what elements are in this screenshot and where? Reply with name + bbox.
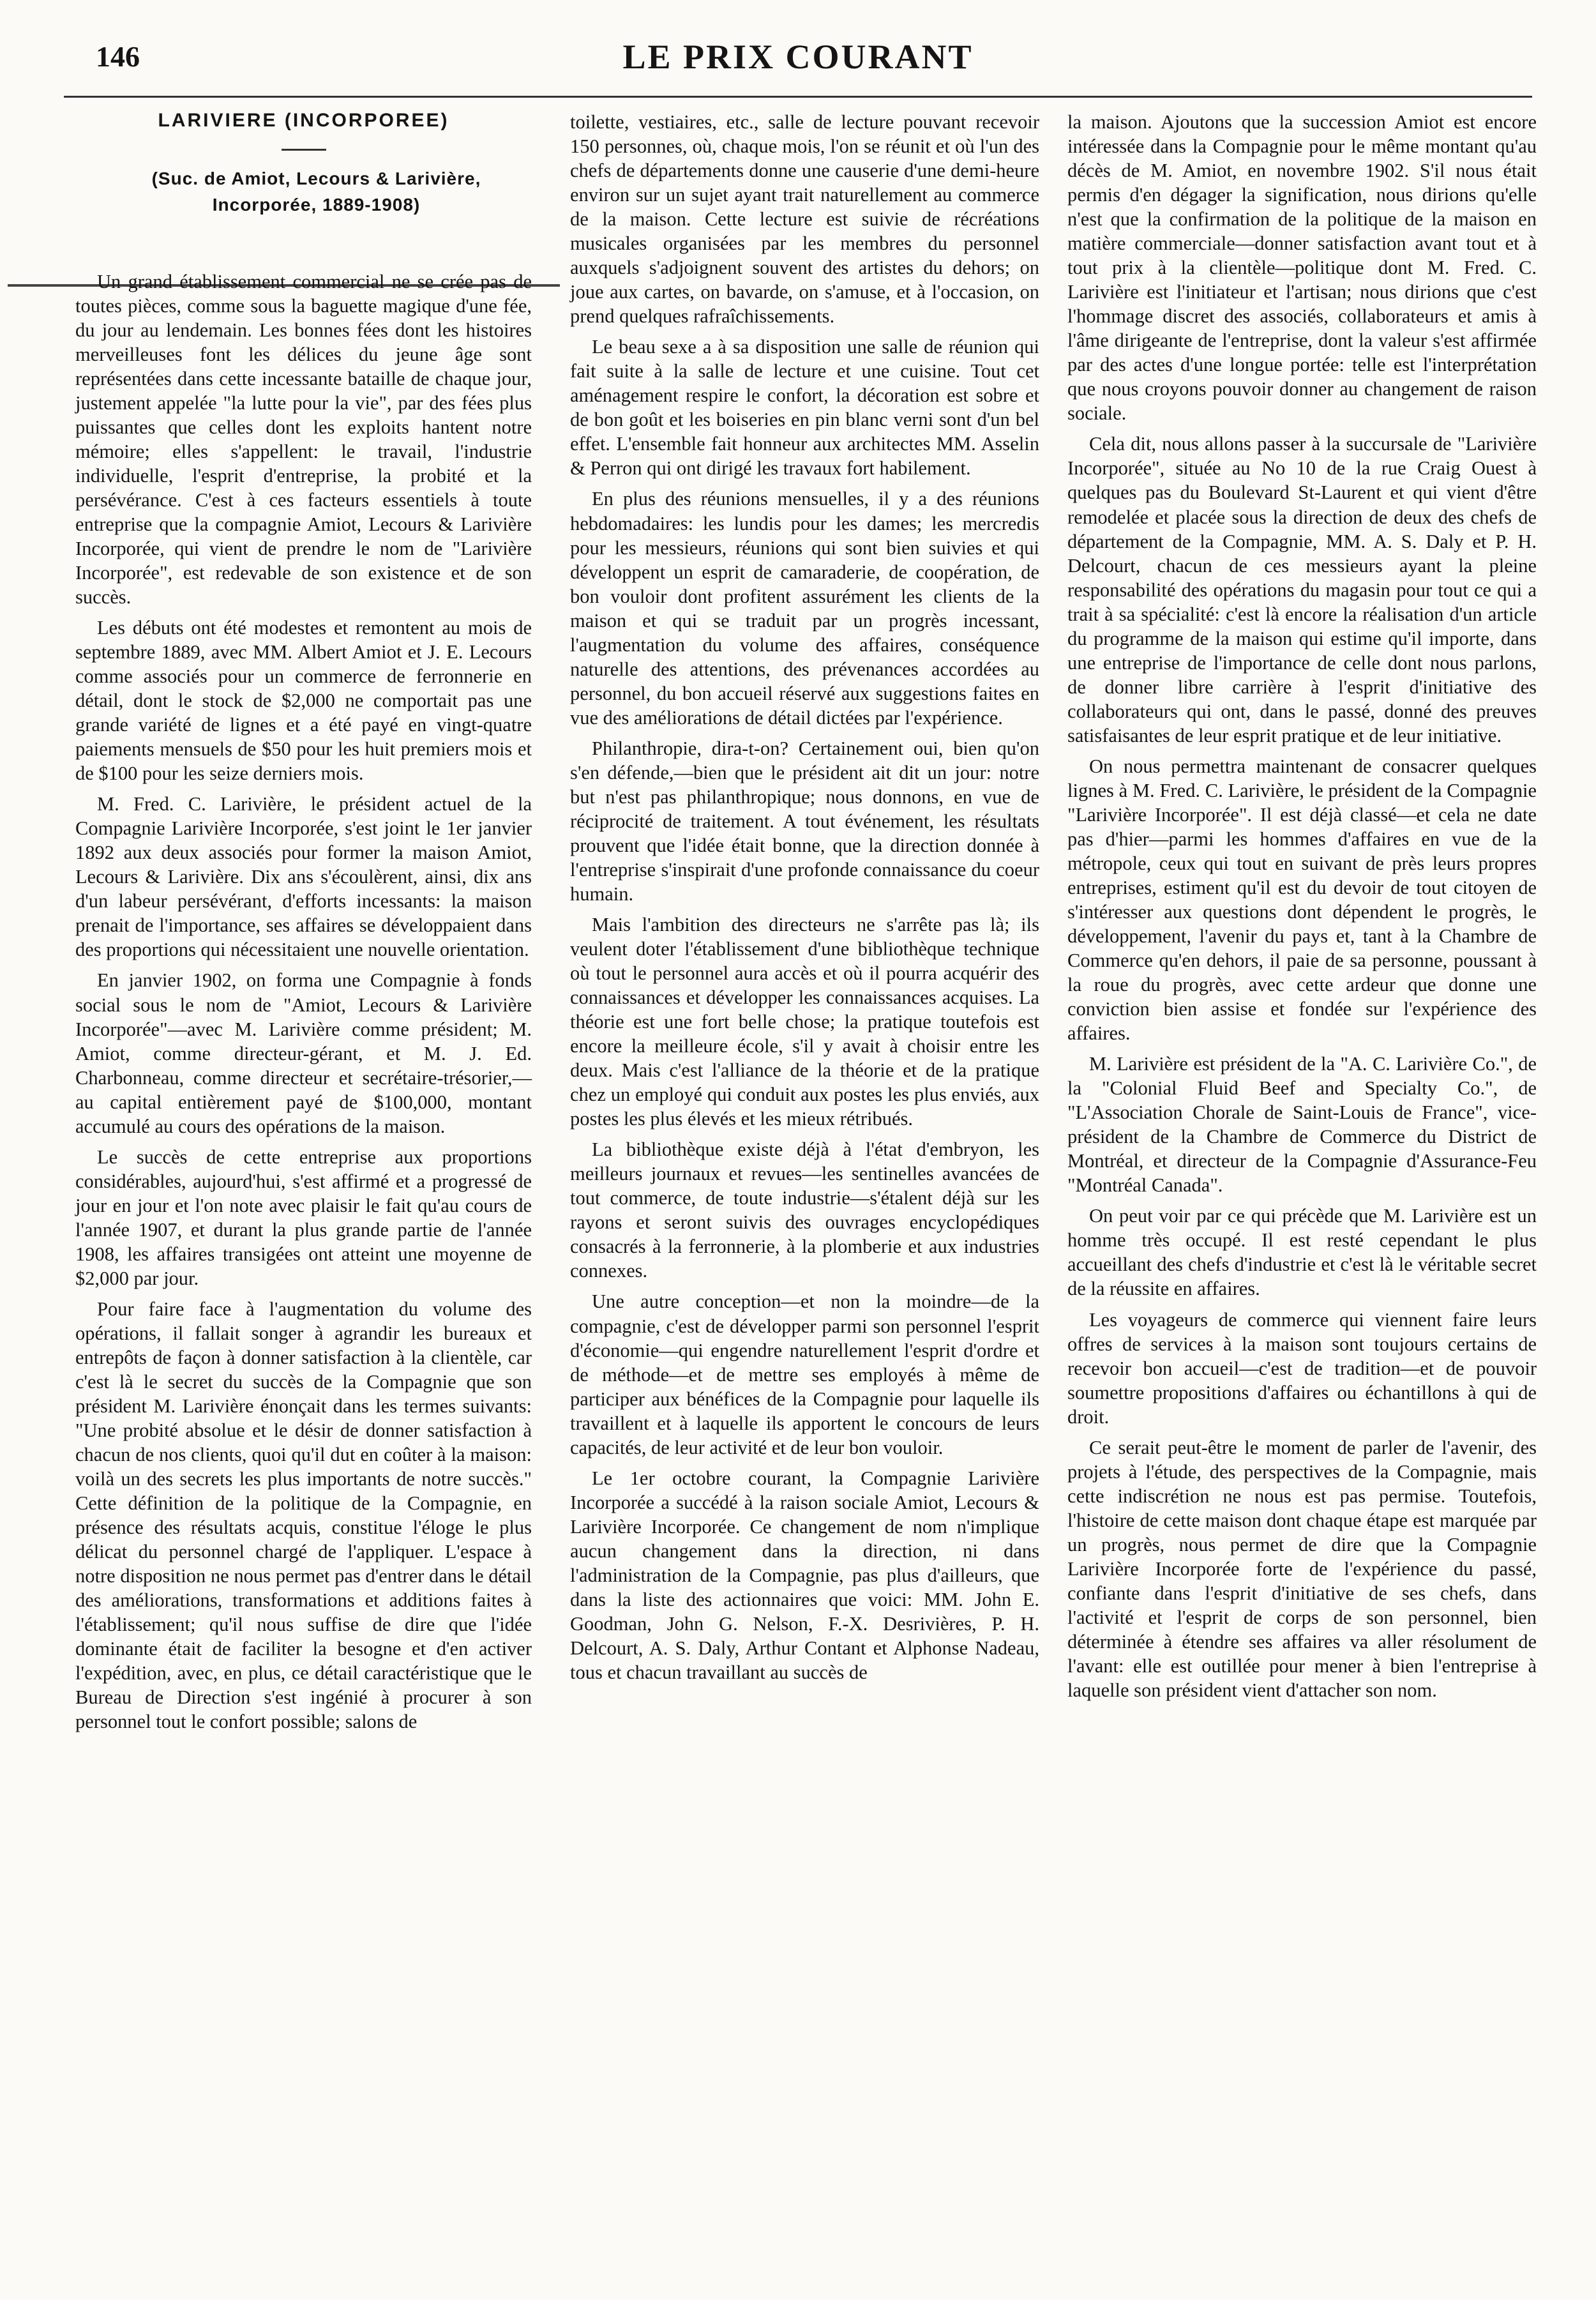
article-subtitle: (Suc. de Amiot, Lecours & Larivière, Incorporée, 1889-1908) xyxy=(151,169,481,215)
paragraph: Le 1er octobre courant, la Compagnie Larivière Incorporée a succédé à la raison sociale Amiot, Lecours & Larivière Incorporée. Ce changement de nom n'implique aucun changement dans la direction, ni dans l'administration de la Compagnie, pas plus d'ailleurs, que dans la liste des actionnaires que voici: MM. John E. Goodman, John G. Nelson, F.-X. Desrivières, P. H. Delcourt, A. S. Daly, Arthur Contant et Alphonse Nadeau, tous et chacun travaillant au succès de xyxy=(570,1467,1039,1683)
title-rule xyxy=(282,149,326,151)
paragraph: Les voyageurs de commerce qui viennent faire leurs offres de services à la maison sont toujours certains de recevoir bon accueil—c'est de tradition—et de pouvoir soumettre propositions d'affaires ou échantillons à qui de droit. xyxy=(1067,1308,1537,1428)
paragraph: Cela dit, nous allons passer à la succursale de "Larivière Incorporée", située au No 10 de la rue Craig Ouest à quelques pas du Boulevard St-Laurent et qui vient d'être remodelée et placée sous la direction de deux des chefs de département de la Compagnie, MM. A. S. Daly et P. H. Delcourt, chacun de ces messieurs ayant la pleine responsabilité des opérations du magasin pour tout ce qui a trait à sa spécialité: c'est là encore la réalisation d'un article du programme de la maison qui estime qu'il importe, dans une entreprise de l'importance de celle dont nous parlons, de donner libre carrière à l'esprit d'initiative des collaborateurs qui ont, dans le passé, donné des preuves satisfaisantes de leur esprit pratique et de leur initiative. xyxy=(1067,433,1537,746)
paragraph: Les débuts ont été modestes et remontent au mois de septembre 1889, avec MM. Albert Amiot et J. E. Lecours comme associés pour un commerce de ferronnerie en détail, dont le stock de $2,000 ne comportait pas une grande variété de lignes et a été payé en vingt-quatre paiements mensuels de $50 pour les huit premiers mois et de $100 pour les seize derniers mois. xyxy=(75,617,532,785)
paragraph: Pour faire face à l'augmentation du volume des opérations, il fallait songer à agrandir les bureaux et entrepôts de façon à donner satisfaction à la clientèle, car c'est là le secret du succès de la Compagnie que son président M. Larivière énonçait dans les termes suivants: "Une probité absolue et le désir de donner satisfaction à chacun de nos clients, quoi qu'il dut en coûter à la maison: voilà un des secrets les plus importants de notre succès." Cette définition de la politique de la Compagnie, en présence des résultats acquis, constitue l'éloge le plus délicat du personnel chargé de l'appliquer. L'espace à notre disposition ne nous permet pas d'entrer dans le détail des améliorations, transformations et additions faites à l'établissement; qu'il nous suffise de dire que l'idée dominante était de faciliter la besogne et d'en activer l'expédition, avec, en plus, ce détail caractéristique que le Bureau de Direction s'est ingénié à procurer à son personnel tout le confort possible; salons de xyxy=(75,1298,532,1733)
article-column-1 xyxy=(75,107,532,1740)
paragraph: Mais l'ambition des directeurs ne s'arrête pas là; ils veulent doter l'établissement d'une bibliothèque technique où tout le personnel aura accès et où il pourra acquérir des connaissances et développer les connaissances acquises. La théorie est une fort belle chose; la pratique toutefois est encore la meilleure école, s'il y avait à choisir entre les deux. Mais c'est l'alliance de la théorie et de la pratique chez un employé qui conduit aux postes les plus enviés, aux postes les plus élevés et les mieux rétribués. xyxy=(570,914,1039,1130)
paragraph: la maison. Ajoutons que la succession Amiot est encore intéressée dans la Compagnie pour le même montant qu'au décès de M. Amiot, en novembre 1902. S'il nous était permis d'en dégager la signification, nous dirions qu'elle n'est que la confirmation de la politique de la maison en matière commerciale—donner satisfaction avant tout et à tout prix à la clientèle—politique dont M. Fred. C. Larivière est l'initiateur et l'artisan; nous dirions que c'est l'hommage discret des associés, collaborateurs et amis à l'âme dirigeante de l'entreprise, dont la valeur s'est affirmée par des actes d'une longue portée: telle est l'interprétation que nous croyons pouvoir donner au changement de raison sociale. xyxy=(1067,111,1537,425)
paragraph: En janvier 1902, on forma une Compagnie à fonds social sous le nom de "Amiot, Lecours & Larivière Incorporée"—avec M. Larivière comme président; M. Amiot, comme directeur-gérant, et M. J. Ed. Charbonneau, comme directeur et secrétaire-trésorier,—au capital entièrement payé de $100,000, montant accumulé au cours des opérations de la maison. xyxy=(75,969,532,1137)
paragraph: toilette, vestiaires, etc., salle de lecture pouvant recevoir 150 personnes, où, chaque mois, l'on se réunit et où l'un des chefs de départements donne une causerie d'une demi-heure environ sur un sujet ayant trait naturellement au commerce de la maison. Cette lecture est suivie de récréations musicales organisées par les membres du personnel auxquels s'adjoignent souvent des artistes du dehors; on joue aux cartes, on bavarde, on s'amuse, et à l'occasion, on prend quelques rafraîchissements. xyxy=(570,111,1039,328)
paragraph: Un grand établissement commercial ne se crée pas de toutes pièces, comme sous la baguette magique d'une fée, du jour au lendemain. Les bonnes fées dont les histoires merveilleuses font les délices du jeune âge sont représentées dans cette incessante bataille de chaque jour, justement appelée "la lutte pour la vie", par des fées plus puissantes que celles dont les exploits hantent notre mémoire; elles s'appellent: le travail, l'industrie individuelle, l'esprit d'entreprise, la probité et la persévérance. C'est à ces facteurs essentiels à toute entreprise que la compagnie Amiot, Lecours & Larivière Incorporée, qui vient de prendre le nom de "Larivière Incorporée", est redevable de son existence et de son succès. xyxy=(75,270,532,608)
paragraph: Philanthropie, dira-t-on? Certainement oui, bien qu'on s'en défende,—bien que le président ait dit un jour: notre but n'est pas philanthropique; nous donnons, en vue de réciprocité de traitement. A tout événement, les résultats prouvent que l'idée était bonne, que la direction donnée à l'entreprise s'inspirait d'une profonde connaissance du coeur humain. xyxy=(570,737,1039,905)
page-number: 146 xyxy=(96,40,140,73)
paragraph: Une autre conception—et non la moindre—de la compagnie, c'est de développer parmi son personnel l'esprit d'économie—qui engendre naturellement l'esprit d'ordre et de méthode—et de mettre ses employés à même de participer aux bénéfices de la Compagnie pour laquelle ils travaillent et à laquelle ils apportent le concours de leurs capacités, de leur activité et de leur bon vouloir. xyxy=(570,1290,1039,1458)
paragraph: Le beau sexe a à sa disposition une salle de réunion qui fait suite à la salle de lecture et une cuisine. Tout cet aménagement respire le confort, la décoration est sobre et de bon goût et les boiseries en pin blanc verni sont d'un bel effet. L'ensemble fait honneur aux architectes MM. Asselin & Perron qui ont dirigé les travaux fort habilement. xyxy=(570,336,1039,480)
paragraph: On nous permettra maintenant de consacrer quelques lignes à M. Fred. C. Larivière, le président de la Compagnie "Larivière Incorporée". Il est déjà classé—et cela ne date pas d'hier—parmi les hommes d'affaires en vue de la métropole, ceux qui tout en suivant de près leurs propres entreprises, estiment qu'il est du devoir de tout citoyen de s'intéresser aux questions dont dépendent le progrès, le développement, l'avenir du pays et, tant à la Chambre de Commerce qu'en dehors, il paie de sa personne, poussant à la roue du progrès, avec cette ardeur que donne une conviction bien assise et fondée sur l'expérience des affaires. xyxy=(1067,755,1537,1045)
column-1-body xyxy=(75,269,532,1734)
paragraph: En plus des réunions mensuelles, il y a des réunions hebdomadaires: les lundis pour les dames; les mercredis pour les messieurs, réunions qui sont bien suivies et qui développent un esprit de camaraderie, de coopération, de bon vouloir dont profitent assurément les clients de la maison et qui se traduit par un progrès incessant, l'augmentation du volume des affaires, conséquence naturelle des attentions, des prévenances accordées au personnel, du bon accueil réservé aux suggestions faites en vue des améliorations de détail dictées par l'expérience. xyxy=(570,488,1039,729)
column-2-body xyxy=(570,110,1039,1684)
paragraph: M. Fred. C. Larivière, le président actuel de la Compagnie Larivière Incorporée, s'est joint le 1er janvier 1892 aux deux associés pour former la maison Amiot, Lecours & Larivière. Dix ans s'écoulèrent, ainsi, dix ans d'un labeur persévérant, d'efforts incessants: la maison prenait de l'importance, ses affaires se développaient dans des proportions qui nécessitaient une nouvelle orientation. xyxy=(75,793,532,961)
paragraph: On peut voir par ce qui précède que M. Larivière est un homme très occupé. Il est resté cependant le plus accueillant des chefs d'industrie et c'est là le véritable secret de la réussite en affaires. xyxy=(1067,1205,1537,1300)
paragraph: Ce serait peut-être le moment de parler de l'avenir, des projets à l'étude, des perspectives de la Compagnie, mais cette indiscrétion ne nous est pas permise. Toutefois, l'histoire de cette maison dont chaque étape est marquée par un progrès, nous permet de dire que la Compagnie Larivière Incorporée forte de l'expérience du passé, confiante dans l'esprit d'initiative de ses chefs, dans l'activité et l'esprit de corps de son personnel, bien déterminée à étendre ses affaires va aller résolument de l'avant: elle est outillée pour mener à bien l'entreprise à laquelle son président vient d'attacher son nom. xyxy=(1067,1436,1537,1701)
running-head: LE PRIX COURANT xyxy=(622,38,974,76)
article-column-3 xyxy=(1067,110,1537,1709)
paragraph: M. Larivière est président de la "A. C. Larivière Co.", de la "Colonial Fluid Beef and Specialty Co.", de "L'Association Chorale de Saint-Louis de France", vice-président de la Chambre de Commerce du District de Montréal, et directeur de la Compagnie d'Assurance-Feu "Montréal Canada". xyxy=(1067,1053,1537,1197)
article-column-2 xyxy=(570,110,1039,1691)
paragraph: Le succès de cette entreprise aux proportions considérables, aujourd'hui, s'est affirmé et a progressé de jour en jour et l'on note avec plaisir le fait qu'au cours de l'année 1907, et durant la plus grande partie de l'année 1908, les affaires transigées ont atteint une moyenne de $2,000 par jour. xyxy=(75,1146,532,1289)
header-rule xyxy=(64,96,1532,98)
column-3-body xyxy=(1067,110,1537,1702)
paragraph: La bibliothèque existe déjà à l'état d'embryon, les meilleurs journaux et revues—les sentinelles avancées de tout commerce, de toute industrie—s'étalent déjà sur les rayons et seront suivis des ouvrages encyclopédiques consacrés à la ferronnerie, à la plomberie et aux industries connexes. xyxy=(570,1139,1039,1282)
article-title: LARIVIERE (INCORPOREE) xyxy=(158,110,449,131)
